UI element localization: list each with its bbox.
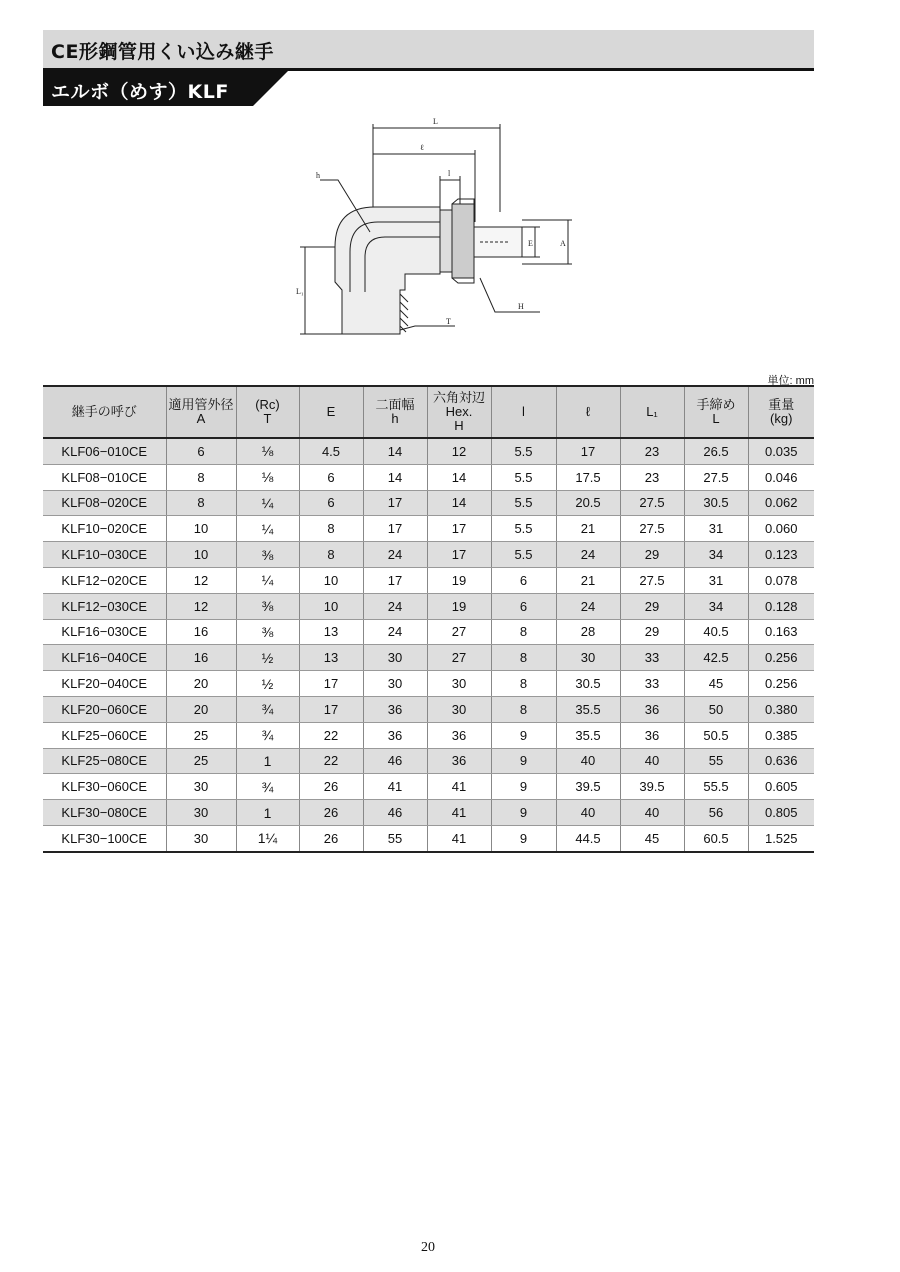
column-header-line: T [263,411,272,426]
table-cell: 50.5 [684,722,748,748]
table-cell: 46 [363,800,427,826]
table-row [43,567,814,593]
column-header-line: 適用管外径 [168,397,234,412]
table-cell: 22 [299,748,363,774]
column-header [684,386,748,438]
table-cell: 17 [363,567,427,593]
table-cell: ¼ [236,567,299,593]
column-header-line: ℓ [585,404,591,419]
column-header [363,386,427,438]
column-header-line: (Rc) [255,397,280,412]
table-cell: ¾ [236,774,299,800]
table-cell: ¾ [236,696,299,722]
fitting-code-cell: KLF12−030CE [43,593,166,619]
column-header [427,386,491,438]
column-header-line: 二面幅 [375,397,415,412]
table-cell: 0.128 [748,593,814,619]
table-cell: 35.5 [556,722,620,748]
column-header-line: 継手の呼び [71,404,137,419]
table-cell: 17 [427,542,491,568]
table-row [43,490,814,516]
table-cell: 17 [299,671,363,697]
table-cell: ½ [236,645,299,671]
fitting-code-cell: KLF30−060CE [43,774,166,800]
table-cell: 14 [427,490,491,516]
page-number: 20 [421,1240,435,1255]
table-cell: 20 [166,696,236,722]
fitting-code-cell: KLF25−060CE [43,722,166,748]
column-header [236,386,299,438]
table-cell: 0.385 [748,722,814,748]
table-cell: 0.256 [748,645,814,671]
table-cell: 12 [166,567,236,593]
column-header-line: h [391,411,399,426]
table-cell: 1.525 [748,825,814,851]
table-cell: 21 [556,567,620,593]
table-cell: 41 [427,774,491,800]
table-cell: 29 [620,619,684,645]
table-cell: 20 [166,671,236,697]
table-cell: 40 [556,748,620,774]
table-cell: 20.5 [556,490,620,516]
fitting-code-cell: KLF12−020CE [43,567,166,593]
table-cell: 0.062 [748,490,814,516]
table-cell: 41 [363,774,427,800]
column-header-line: 重量 [768,397,795,412]
table-cell: 24 [363,619,427,645]
table-cell: 17 [556,438,620,464]
table-cell: 8 [299,542,363,568]
table-cell: 40 [556,800,620,826]
table-row [43,593,814,619]
table-cell: 8 [491,671,556,697]
table-cell: 34 [684,542,748,568]
table-cell: 13 [299,645,363,671]
column-header-line: L [712,411,720,426]
table-cell: 12 [427,438,491,464]
table-cell: 8 [491,619,556,645]
table-cell: ¼ [236,490,299,516]
table-cell: 36 [427,722,491,748]
table-cell: 5.5 [491,438,556,464]
table-cell: 0.046 [748,464,814,490]
table-cell: 24 [363,542,427,568]
section-title: CE形鋼管用くい込み継手 [51,41,274,63]
table-cell: 8 [166,490,236,516]
dim-label-A: A [560,239,566,248]
table-cell: 14 [363,464,427,490]
column-header [748,386,814,438]
table-cell: 39.5 [556,774,620,800]
column-header-line: E [326,404,336,419]
table-cell: 30.5 [684,490,748,516]
table-cell: 45 [620,825,684,851]
table-cell: 40.5 [684,619,748,645]
table-cell: 26.5 [684,438,748,464]
table-cell: 8 [491,696,556,722]
product-header [43,71,288,106]
table-cell: 50 [684,696,748,722]
table-cell: 31 [684,516,748,542]
table-cell: 1¼ [236,825,299,851]
table-cell: 9 [491,722,556,748]
table-cell: 27.5 [620,516,684,542]
fitting-code-cell: KLF10−020CE [43,516,166,542]
table-row [43,516,814,542]
table-cell: 27 [427,645,491,671]
dim-label-T: T [446,317,451,326]
table-cell: 27.5 [620,490,684,516]
table-cell: 30 [166,825,236,851]
table-cell: 17 [363,490,427,516]
table-cell: 33 [620,645,684,671]
fitting-code-cell: KLF25−080CE [43,748,166,774]
table-row [43,671,814,697]
table-cell: 41 [427,800,491,826]
dim-label-h: h [316,171,320,180]
table-cell: 39.5 [620,774,684,800]
table-cell: 30 [427,671,491,697]
table-row [43,464,814,490]
column-header-line: l [522,404,525,419]
fitting-code-cell: KLF08−020CE [43,490,166,516]
table-cell: 17.5 [556,464,620,490]
table-cell: 36 [427,748,491,774]
table-cell: 0.078 [748,567,814,593]
table-cell: 55 [363,825,427,851]
fitting-code-cell: KLF06−010CE [43,438,166,464]
elbow-drawing-svg [290,112,590,352]
table-cell: 8 [166,464,236,490]
table-cell: 30 [556,645,620,671]
column-header-line: Hex. [445,404,473,419]
column-header [491,386,556,438]
table-cell: 9 [491,774,556,800]
table-cell: 46 [363,748,427,774]
table-row [43,748,814,774]
table-cell: 33 [620,671,684,697]
table-cell: 55.5 [684,774,748,800]
table-cell: 26 [299,800,363,826]
table-cell: 17 [299,696,363,722]
table-cell: 5.5 [491,542,556,568]
table-cell: 0.805 [748,800,814,826]
dim-label-L: L [433,117,438,126]
table-cell: 25 [166,722,236,748]
table-cell: 60.5 [684,825,748,851]
table-row [43,722,814,748]
table-cell: 1 [236,800,299,826]
table-cell: 9 [491,825,556,851]
table-cell: 19 [427,567,491,593]
table-cell: 56 [684,800,748,826]
table-cell: 16 [166,645,236,671]
table-cell: 9 [491,800,556,826]
fitting-code-cell: KLF20−040CE [43,671,166,697]
table-cell: 31 [684,567,748,593]
table-cell: 26 [299,774,363,800]
dimension-table [43,385,814,853]
table-cell: 1 [236,748,299,774]
column-header-line: (kg) [770,411,793,426]
table-cell: 23 [620,464,684,490]
unit-label: 単位: mm [767,375,814,387]
column-header [166,386,236,438]
table-row [43,619,814,645]
table-cell: 0.256 [748,671,814,697]
table-cell: 6 [491,593,556,619]
fitting-code-cell: KLF16−040CE [43,645,166,671]
table-cell: 30 [363,645,427,671]
table-cell: 10 [299,593,363,619]
table-cell: 24 [363,593,427,619]
table-cell: 0.163 [748,619,814,645]
table-cell: 55 [684,748,748,774]
table-cell: 5.5 [491,516,556,542]
table-cell: 8 [491,645,556,671]
column-header-line: H [454,418,464,433]
column-header [620,386,684,438]
table-cell: 44.5 [556,825,620,851]
table-cell: 16 [166,619,236,645]
table-cell: 27 [427,619,491,645]
table-cell: 21 [556,516,620,542]
table-row [43,542,814,568]
table-cell: 30 [427,696,491,722]
table-header-row [43,386,814,438]
table-cell: 0.035 [748,438,814,464]
column-header [556,386,620,438]
table-cell: 6 [166,438,236,464]
column-header [299,386,363,438]
dim-label-E: E [528,239,533,248]
table-cell: 0.636 [748,748,814,774]
table-cell: 5.5 [491,464,556,490]
table-cell: 10 [299,567,363,593]
table-cell: 24 [556,593,620,619]
table-cell: 8 [299,516,363,542]
dim-label-L1: L₁ [296,287,304,296]
column-header-line: 六角対辺 [432,390,485,405]
table-cell: 30 [166,800,236,826]
table-cell: 30 [363,671,427,697]
column-header [43,386,166,438]
fitting-code-cell: KLF08−010CE [43,464,166,490]
table-cell: 25 [166,748,236,774]
column-header-line: L₁ [646,404,658,419]
table-body [43,438,814,852]
table-cell: 9 [491,748,556,774]
column-header-line: 手締め [696,397,736,412]
table-cell: 24 [556,542,620,568]
table-cell: 10 [166,542,236,568]
table-cell: 12 [166,593,236,619]
section-header [43,30,814,71]
table-cell: 17 [363,516,427,542]
table-cell: 14 [363,438,427,464]
table-cell: 14 [427,464,491,490]
table-cell: 36 [363,696,427,722]
table-cell: 41 [427,825,491,851]
table-cell: ¾ [236,722,299,748]
elbow-technical-drawing [290,112,590,352]
table-row [43,774,814,800]
table-cell: 30 [166,774,236,800]
table-row [43,825,814,851]
table-cell: 0.605 [748,774,814,800]
table-cell: 36 [620,722,684,748]
table-cell: ⅛ [236,464,299,490]
table-cell: 17 [427,516,491,542]
column-header-line: A [196,411,206,426]
fitting-code-cell: KLF30−080CE [43,800,166,826]
table-cell: 19 [427,593,491,619]
table-cell: ⅜ [236,542,299,568]
table-cell: 4.5 [299,438,363,464]
table-cell: 26 [299,825,363,851]
table-cell: 40 [620,800,684,826]
table-cell: 27.5 [684,464,748,490]
table-cell: 45 [684,671,748,697]
table-row [43,800,814,826]
table-row [43,645,814,671]
table-cell: 36 [363,722,427,748]
table-cell: 6 [299,464,363,490]
fitting-code-cell: KLF16−030CE [43,619,166,645]
table-cell: 34 [684,593,748,619]
table-cell: 28 [556,619,620,645]
fitting-code-cell: KLF30−100CE [43,825,166,851]
table-cell: 22 [299,722,363,748]
table-cell: 6 [491,567,556,593]
dim-label-l: l [448,169,451,178]
table-row [43,438,814,464]
table-cell: 29 [620,542,684,568]
table-row [43,696,814,722]
table-cell: 0.060 [748,516,814,542]
table-cell: ½ [236,671,299,697]
table-cell: 0.123 [748,542,814,568]
table-cell: 30.5 [556,671,620,697]
table-cell: ⅛ [236,438,299,464]
table-cell: 27.5 [620,567,684,593]
table-cell: ⅜ [236,619,299,645]
table-cell: 35.5 [556,696,620,722]
table-cell: 6 [299,490,363,516]
table-cell: 5.5 [491,490,556,516]
table-cell: 36 [620,696,684,722]
table-cell: 13 [299,619,363,645]
table-cell: 0.380 [748,696,814,722]
dim-label-H: H [518,302,524,311]
fitting-code-cell: KLF10−030CE [43,542,166,568]
table-cell: 40 [620,748,684,774]
table-cell: 10 [166,516,236,542]
table-cell: 29 [620,593,684,619]
dim-label-ell: ℓ [420,143,424,152]
table-cell: 42.5 [684,645,748,671]
table-cell: ⅜ [236,593,299,619]
fitting-code-cell: KLF20−060CE [43,696,166,722]
product-title: エルボ（めす）KLF [51,81,229,103]
table-cell: ¼ [236,516,299,542]
table-cell: 23 [620,438,684,464]
